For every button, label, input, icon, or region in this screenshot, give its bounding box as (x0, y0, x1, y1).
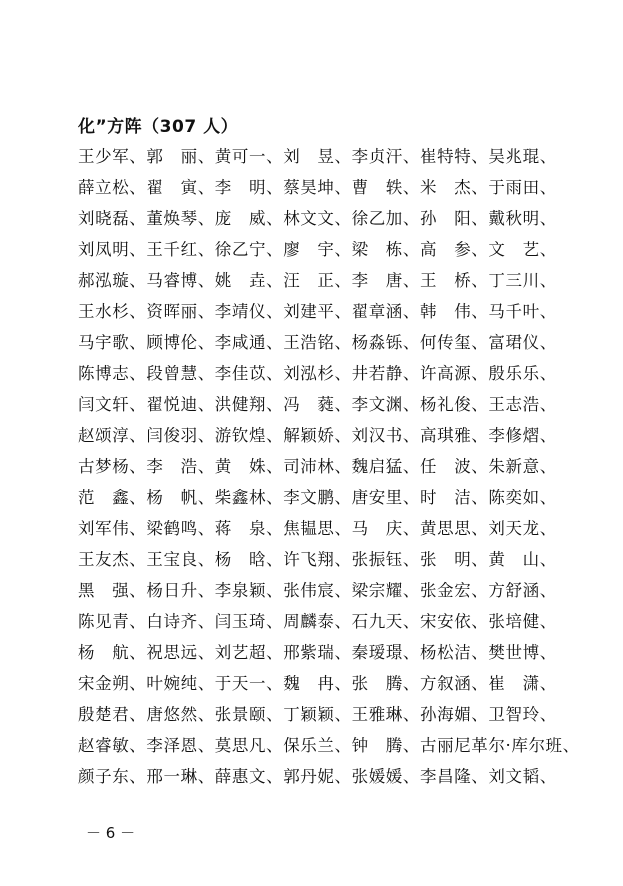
name-line: 王友杰、王宝良、杨 晗、许飞翔、张振钰、张 明、黄 山、 (78, 550, 557, 569)
name-line: 郝泓璇、马睿博、姚 垚、汪 正、李 唐、王 桥、丁三川、 (78, 271, 557, 290)
name-line: 刘凤明、王千红、徐乙宁、廖 宇、梁 栋、高 参、文 艺、 (78, 240, 557, 259)
name-line: 古梦杨、李 浩、黄 姝、司沛林、魏启猛、任 波、朱新意、 (78, 457, 557, 476)
name-line: 王水杉、资晖丽、李靖仪、刘建平、翟章涵、韩 伟、马千叶、 (78, 302, 557, 321)
name-line: 赵颂淳、闫俊羽、游钦煌、解颖娇、刘汉书、高琪雅、李修熠、 (78, 426, 557, 445)
name-line: 闫文轩、翟悦迪、洪健翔、冯 蕤、李文渊、杨礼俊、王志浩、 (78, 395, 557, 414)
name-line: 陈博志、段曾慧、李佳苡、刘泓杉、井若静、许高源、殷乐乐、 (78, 364, 557, 383)
name-line: 刘晓磊、董焕琴、庞 威、林文文、徐乙加、孙 阳、戴秋明、 (78, 209, 557, 228)
section-heading: 化”方阵（307 人） (78, 117, 239, 137)
name-line: 刘军伟、梁鹤鸣、蒋 泉、焦韫思、马 庆、黄思思、刘天龙、 (78, 519, 557, 538)
name-line: 殷楚君、唐悠然、张景颐、丁颖颖、王雅琳、孙海媚、卫智玲、 (78, 705, 557, 724)
name-line: 黑 强、杨日升、李泉颖、张伟宸、梁宗耀、张金宏、方舒涵、 (78, 581, 557, 600)
name-line: 赵睿敏、李泽恩、莫思凡、保乐兰、钟 腾、古丽尼革尔·库尔班、 (78, 736, 580, 755)
name-line: 王少军、郭 丽、黄可一、刘 昱、李贞汗、崔特特、吴兆琨、 (78, 147, 557, 166)
name-list (78, 145, 578, 796)
name-line: 杨 航、祝思远、刘艺超、邢紫瑞、秦瑷璟、杨松洁、樊世博、 (78, 643, 557, 662)
name-line: 马宇歌、顾博伦、李咸通、王浩铭、杨淼铄、何传玺、富珺仪、 (78, 333, 557, 352)
name-line: 宋金朔、叶婉纯、于天一、魏 冉、张 腾、方叙涵、崔 潇、 (78, 674, 557, 693)
name-line: 薛立松、翟 寅、李 明、蔡昊坤、曹 轶、米 杰、于雨田、 (78, 178, 557, 197)
name-line: 颜子东、邢一琳、薛惠文、郭丹妮、张媛媛、李昌隆、刘文韬、 (78, 767, 557, 786)
name-line: 范 鑫、杨 帆、柴鑫林、李文鹏、唐安里、时 洁、陈奕如、 (78, 488, 557, 507)
page-number: － 6 － (86, 824, 136, 842)
name-line: 陈见青、白诗齐、闫玉琦、周麟泰、石九天、宋安依、张培健、 (78, 612, 557, 631)
